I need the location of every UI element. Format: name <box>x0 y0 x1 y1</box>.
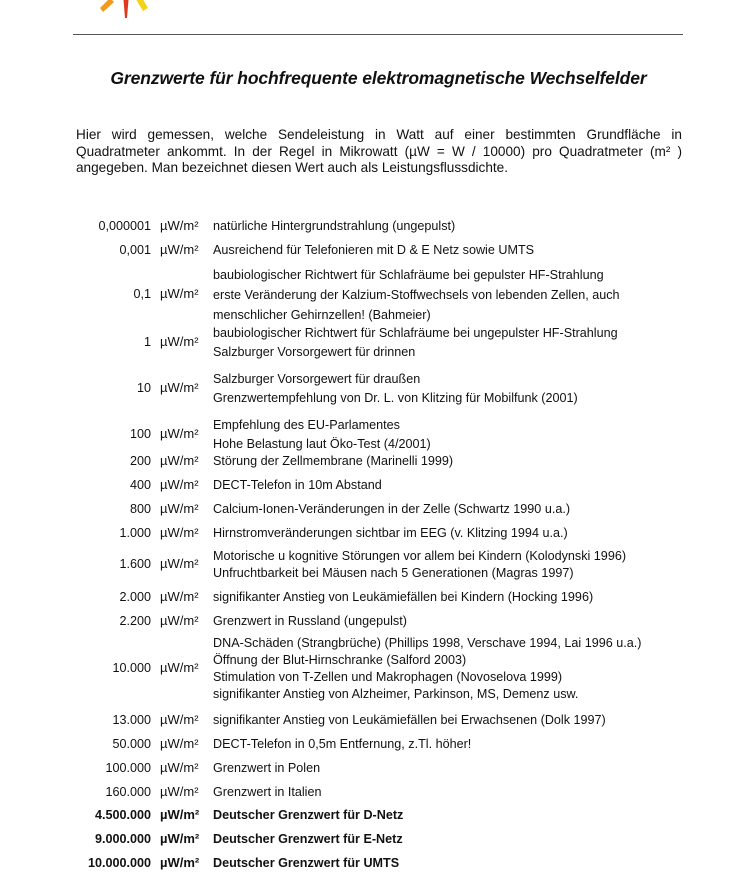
description-line: Grenzwert in Italien <box>213 785 322 799</box>
unit-label: µW/m² <box>160 712 199 727</box>
limit-value: 100.000 <box>105 761 151 775</box>
limit-description <box>213 524 568 543</box>
description-line: Motorische u kognitive Störungen vor allem bei Kindern (Kolodynski 1996) <box>213 549 627 563</box>
description-line: Stimulation von T-Zellen und Makrophagen (Novoselova 1999) <box>213 670 563 684</box>
limit-description <box>213 635 641 703</box>
description-line: baubiologischer Richtwert für Schlafräume bei ungepulster HF-Strahlung <box>213 326 618 340</box>
description-line: DNA-Schäden (Strangbrüche) (Phillips 1998, Verschave 1994, Lai 1996 u.a.) <box>213 636 642 650</box>
limit-value: 200 <box>129 454 151 468</box>
unit-label: µW/m² <box>160 334 199 349</box>
unit-label: µW/m² <box>160 660 199 675</box>
unit-label: µW/m² <box>160 380 199 395</box>
limit-value: 2.000 <box>119 590 151 604</box>
description-line: Grenzwert in Polen <box>213 761 321 775</box>
intro-line: Hier wird gemessen, welche Sendeleistung in Watt auf einer bestimmten Grundfläche in <box>76 127 682 142</box>
limit-value: 50.000 <box>112 737 151 751</box>
page-title: Grenzwerte für hochfrequente elektromagnetische Wechselfelder <box>110 68 647 88</box>
header-divider <box>73 34 683 35</box>
description-line: Ausreichend für Telefonieren mit D & E Netz sowie UMTS <box>213 243 535 257</box>
description-line: Salzburger Vorsorgewert für drinnen <box>213 345 416 359</box>
description-line: Unfruchtbarkeit bei Mäusen nach 5 Generationen (Magras 1997) <box>213 566 574 580</box>
description-line: Deutscher Grenzwert für UMTS <box>213 856 400 870</box>
limit-description <box>213 830 403 849</box>
unit-label: µW/m² <box>160 784 199 799</box>
description-line: natürliche Hintergrundstrahlung (ungepulst) <box>213 219 456 233</box>
limit-description <box>213 500 570 519</box>
limit-value: 400 <box>129 478 151 492</box>
limit-value: 100 <box>129 427 151 441</box>
description-line: Öffnung der Blut-Hirnschranke (Salford 2003) <box>213 653 467 667</box>
unit-label: µW/m² <box>160 501 199 516</box>
limit-value: 800 <box>129 502 151 516</box>
unit-label: µW/m² <box>160 807 200 822</box>
unit-label: µW/m² <box>160 242 199 257</box>
description-line: Calcium-Ionen-Veränderungen in der Zelle (Schwartz 1990 u.a.) <box>213 502 571 516</box>
description-line: Hirnstromveränderungen sichtbar im EEG (v. Klitzing 1994 u.a.) <box>213 526 568 540</box>
limit-description <box>213 854 399 873</box>
limit-value: 1 <box>143 335 151 349</box>
limit-description <box>213 217 455 236</box>
limit-value: 13.000 <box>112 713 151 727</box>
unit-label: µW/m² <box>160 831 200 846</box>
description-line: Deutscher Grenzwert für D-Netz <box>213 808 404 822</box>
limit-description <box>213 735 471 754</box>
unit-label: µW/m² <box>160 525 199 540</box>
description-line: erste Veränderung der Kalzium-Stoffwechsels von lebenden Zellen, auch <box>213 288 620 302</box>
limit-description <box>213 241 534 260</box>
unit-label: µW/m² <box>160 760 199 775</box>
description-line: DECT-Telefon in 0,5m Entfernung, z.Tl. höher! <box>213 737 472 751</box>
limit-value: 10.000 <box>112 661 151 675</box>
description-line: DECT-Telefon in 10m Abstand <box>213 478 382 492</box>
description-line: Störung der Zellmembrane (Marinelli 1999) <box>213 454 454 468</box>
unit-label: µW/m² <box>160 477 199 492</box>
limit-value: 0,1 <box>133 287 151 301</box>
limit-description <box>213 476 382 495</box>
unit-label: µW/m² <box>160 453 199 468</box>
limit-value: 1.000 <box>119 526 151 540</box>
limit-value: 10.000.000 <box>87 856 151 870</box>
limit-value: 9.000.000 <box>94 832 151 846</box>
limit-value: 1.600 <box>119 557 151 571</box>
unit-label: µW/m² <box>160 613 199 628</box>
limit-description <box>213 324 618 362</box>
unit-label: µW/m² <box>160 286 199 301</box>
limit-value: 160.000 <box>105 785 151 799</box>
description-line: baubiologischer Richtwert für Schlafräume bei gepulster HF-Strahlung <box>213 268 604 282</box>
description-line: menschlicher Gehirnzellen! (Bahmeier) <box>213 308 431 322</box>
description-line: Salzburger Vorsorgewert für draußen <box>213 372 421 386</box>
description-line: signifikanter Anstieg von Leukämiefällen bei Erwachsenen (Dolk 1997) <box>213 713 606 727</box>
limit-value: 10 <box>136 381 151 395</box>
description-line: Hohe Belastung laut Öko-Test (4/2001) <box>213 437 431 451</box>
limit-description <box>213 711 606 730</box>
limit-description <box>213 588 593 607</box>
limit-description <box>213 370 578 408</box>
intro-line: angegeben. Man bezeichnet diesen Wert auch als Leistungsflussdichte. <box>76 160 509 175</box>
unit-label: µW/m² <box>160 426 199 441</box>
limit-value: 4.500.000 <box>94 808 151 822</box>
intro-line: Quadratmeter ankommt. In der Regel in Mikrowatt (µW = W / 10000) pro Quadratmeter (m² ) <box>76 143 682 159</box>
limit-description <box>213 265 620 325</box>
limit-description <box>213 612 407 631</box>
limit-description <box>213 806 403 825</box>
description-line: signifikanter Anstieg von Alzheimer, Parkinson, MS, Demenz usw. <box>213 687 579 701</box>
description-line: signifikanter Anstieg von Leukämiefällen bei Kindern (Hocking 1996) <box>213 590 594 604</box>
limit-value: 2.200 <box>119 614 151 628</box>
sunburst-logo-icon <box>98 0 154 24</box>
limit-value: 0,001 <box>119 243 151 257</box>
limit-value: 0,000001 <box>98 219 151 233</box>
description-line: Deutscher Grenzwert für E-Netz <box>213 832 403 846</box>
description-line: Empfehlung des EU-Parlamentes <box>213 418 400 432</box>
unit-label: µW/m² <box>160 556 199 571</box>
limit-description <box>213 548 626 582</box>
limit-description <box>213 759 320 778</box>
limit-description <box>213 416 431 454</box>
unit-label: µW/m² <box>160 218 199 233</box>
description-line: Grenzwertempfehlung von Dr. L. von Klitzing für Mobilfunk (2001) <box>213 391 578 405</box>
limit-description <box>213 783 322 802</box>
limit-description <box>213 452 453 471</box>
unit-label: µW/m² <box>160 589 199 604</box>
unit-label: µW/m² <box>160 855 200 870</box>
description-line: Grenzwert in Russland (ungepulst) <box>213 614 407 628</box>
intro-paragraph <box>76 127 682 177</box>
unit-label: µW/m² <box>160 736 199 751</box>
